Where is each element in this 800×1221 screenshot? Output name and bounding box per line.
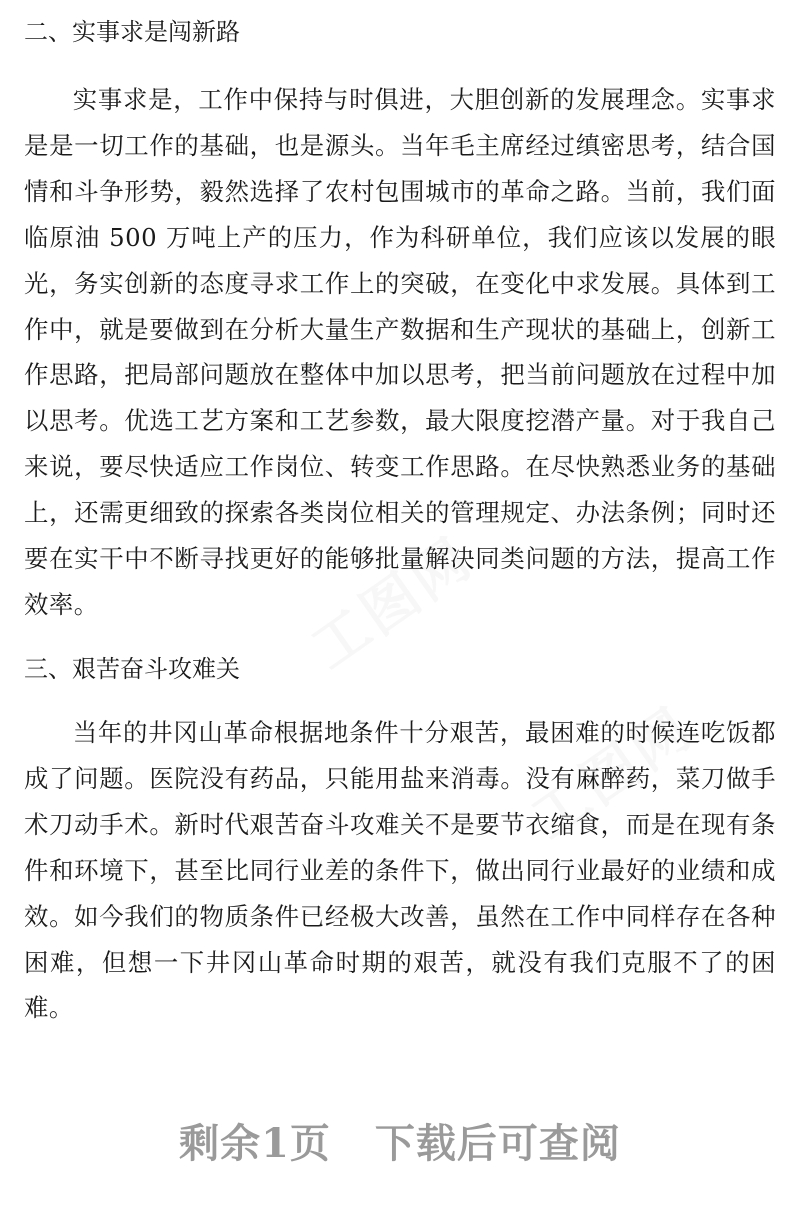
section-2-paragraph: 实事求是，工作中保持与时俱进，大胆创新的发展理念。实事求是是一切工作的基础，也是源头。当年毛主席经过缜密思考，结合国情和斗争形势，毅然选择了农村包围城市的革命之路。当前，我们面临原油 500 万吨上产的压力，作为科研单位，我们应该以发展的眼光，务实创新的态度寻求工作上的突破，在变化中求发展。具体到工作中，就是要做到在分析大量生产数据和生产现状的基础上，创新工作思路，把局部问题放在整体中加以思考，把当前问题放在过程中加以思考。优选工艺方案和工艺参数，最大限度挖潜产量。对于我自己来说，要尽快适应工作岗位、转变工作思路。在尽快熟悉业务的基础上，还需更细致的探索各类岗位相关的管理规定、办法条例；同时还要在实干中不断寻找更好的能够批量解决同类问题的方法，提高工作效率。: [24, 85, 776, 619]
watermark-logo: 工图网: [520, 695, 705, 852]
section-heading-2: 二、实事求是闯新路: [24, 18, 240, 46]
watermark-logo: 工图网: [300, 525, 485, 682]
remaining-pages-label: 剩余1页: [179, 1120, 331, 1167]
download-to-view-label[interactable]: 下载后可查阅: [374, 1120, 621, 1167]
section-heading-3: 三、艰苦奋斗攻难关: [24, 655, 240, 683]
download-prompt-banner[interactable]: [0, 1112, 800, 1169]
section-3-paragraph: 当年的井冈山革命根据地条件十分艰苦，最困难的时候连吃饭都成了问题。医院没有药品，只能用盐来消毒。没有麻醉药，菜刀做手术刀动手术。新时代艰苦奋斗攻难关不是要节衣缩食，而是在现有条件和环境下，甚至比同行业差的条件下，做出同行业最好的业绩和成效。如今我们的物质条件已经极大改善，虽然在工作中同样存在各种困难，但想一下井冈山革命时期的艰苦，就没有我们克服不了的困难。: [24, 718, 776, 1023]
